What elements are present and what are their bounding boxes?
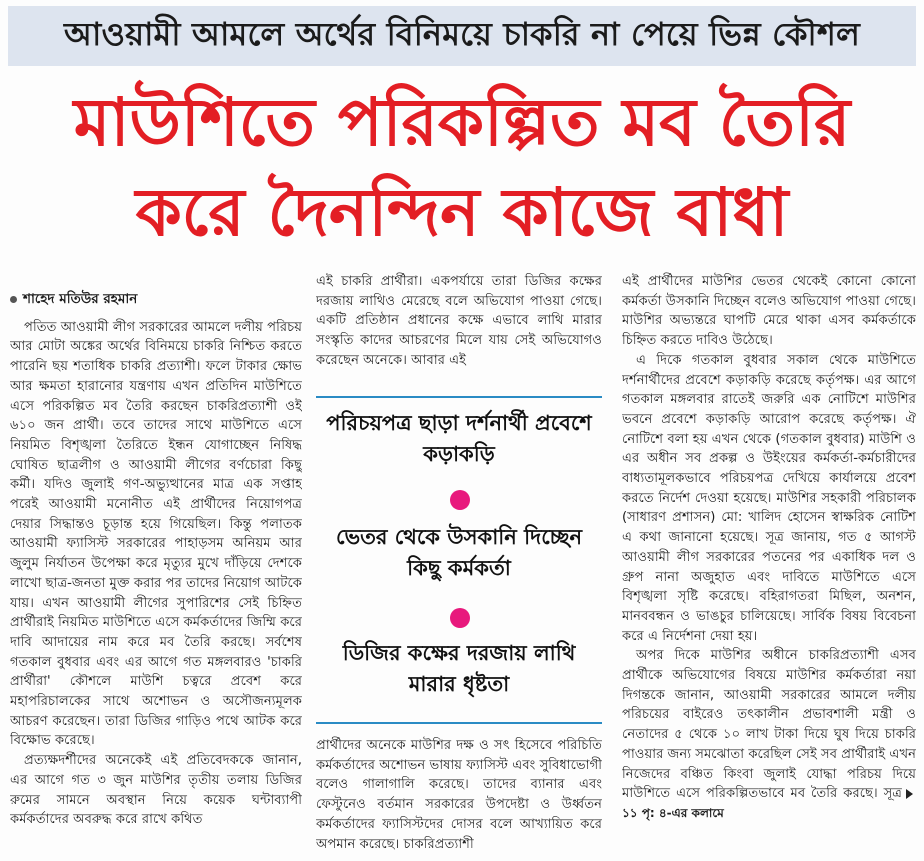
highlight-2: ভেতর থেকে উসকানি দিচ্ছেন কিছু কর্মকর্তা <box>335 525 583 580</box>
byline <box>10 290 302 310</box>
paragraph: পতিত আওয়ামী লীগ সরকারের আমলে দলীয় পরিচয় আর মোটা অঙ্কের অর্থের বিনিময়ে চাকরি নিশ্চিত করতে পারেনি ছয় শতাধিক চাকরি প্রত্যাশী। ফলে টাকার ক্ষোভ আর ক্ষমতা হারানোর যন্ত্রণায় এখন প্রতিদিন মাউশিতে এসে পরিকল্পিত মব তৈরি করছেন চাকরিপ্রত্যাশী ওই ৬১০ জন প্রার্থী। তবে তাদের সাথে মাউশিতে এসে নিয়মিত বিশৃঙ্খলা তৈরিতে ইন্ধন যোগাচ্ছেন নিষিদ্ধ ঘোষিত ছাত্রলীগ ও আওয়ামী লীগের বর্ণচোরা কিছু কর্মী। যদিও জুলাই গণ-অভ্যুত্থানের মাত্র এক সপ্তাহ পরেই আওয়ামী মনোনীত এই প্রার্থীদের নিয়োগপত্র দেয়ার সিদ্ধান্তও চূড়ান্ত হয়ে গিয়েছিল। কিন্তু পলাতক আওয়ামী ফ্যাসিস্ট সরকারের পাহাড়সম অনিয়ম আর জুলুম নির্যাতন উপেক্ষা করে মৃত্যুর মুখে দাঁড়িয়ে দেশকে লাখো ছাত্র-জনতা মুক্ত করার পর তাদের নিয়োগ আটকে যায়। এখন আওয়ামী লীগের সুপারিশের সেই চিহ্নিত প্রার্থীরাই নিয়মিত মাউশিতে এসে কর্মকর্তাদের জিম্মি করে দাবি আদায়ের নাম করে মব তৈরি করছে। সর্বশেষ গতকাল বুধবার এবং এর আগে গত মঙ্গলবারও 'চাকরি প্রার্থীরা' কৌশলে মাউশি চত্বরে প্রবেশ করে মহাপরিচালকের সাথে অশোভন ও অসৌজন্যমূলক আচরণ করেছেন। তারা ডিজির গাড়িও পথে আটক করে বিক্ষোভ করেছে। <box>10 319 302 749</box>
headline-line-2: করে দৈনন্দিন কাজে বাধা <box>135 174 789 251</box>
highlight-3: ডিজির কক্ষের দরজায় লাথি মারার ধৃষ্টতা <box>342 641 576 696</box>
paragraph-text: অপর দিকে মাউশির অধীনে চাকরিপ্রত্যাশী এসব প্রার্থীকে অভিযোগের বিষয়ে মাউশির কর্মকর্তারা নয়া দিগন্তকে জানান, আওয়ামী সরকারের আমলে দলীয় পরিচয়ের বাইরেও তৎকালীন প্রভাবশালী মন্ত্রী ও নেতাদের ৫ থেকে ১০ লাখ টাকা দিয়ে ঘুষ দিয়ে চাকরি পাওয়ার জন্য সমঝোতা করেছিল সেই সব প্রার্থীরাই এখন নিজেদের বঞ্চিত কিংবা জুলাই যোদ্ধা পরিচয় দিয়ে মাউশিতে এসে পরিকল্পিতভাবে মব তৈরি করছে। সূত্র <box>622 648 916 802</box>
headline <box>8 78 916 258</box>
divider-bottom <box>316 722 602 724</box>
jump-label: ১১ পৃ: ৪-এর কলামে <box>622 805 724 820</box>
bullet-icon <box>10 296 17 303</box>
article-column-3 <box>622 272 916 858</box>
paragraph <box>622 646 916 823</box>
article-column-1 <box>10 272 302 858</box>
article-column-2-top <box>316 272 602 390</box>
kicker-banner: আওয়ামী আমলে অর্থের বিনিময়ে চাকরি না পেয়ে ভিন্ন কৌশল <box>8 6 916 66</box>
divider-top <box>316 396 602 398</box>
paragraph: প্রত্যক্ষদর্শীদের অনেকেই এই প্রতিবেদককে জানান, এর আগে গত ৩ জুন মাউশির তৃতীয় তলায় ডিজির রুমের সামনে অবস্থান নিয়ে কয়েক ঘন্টাব্যাপী কর্মকর্তাদের অবরুদ্ধ করে রাখে কথিত <box>10 753 302 828</box>
paragraph: এই চাকরি প্রার্থীরা। একপর্যায়ে তারা ডিজির কক্ষের দরজায় লাথিও মেরেছে বলে অভিযোগ পাওয়া গেছে। একটি প্রতিষ্ঠান প্রধানের কক্ষে এভাবে লাথি মারার সংস্কৃতি কাদের আচরণের মিলে যায় সেই অভিযোগও করেছেন অনেকে। আবার এই <box>316 274 602 368</box>
highlight-1: পরিচয়পত্র ছাড়া দর্শনার্থী প্রবেশে কড়াকড়ি <box>326 411 592 466</box>
arrow-right-icon <box>906 789 913 799</box>
paragraph: এ দিকে গতকাল বুধবার সকাল থেকে মাউশিতে দর্শনার্থীদের প্রবেশে কড়াকড়ি করেছে কর্তৃপক্ষ। এর আগে গতকাল মঙ্গলবার রাতেই জরুরি এক নোটিশে মাউশির ভবনে প্রবেশে কড়াকড়ি আরোপ করেছে কর্তৃপক্ষ। ঐ নোটিশে বলা হয় এখন থেকে (গতকাল বুধবার) মাউশি ও এর অধীন সব প্রকল্প ও উইংয়ের কর্মকর্তা-কর্মচারীদের বাধ্যতামূলকভাবে পরিচয়পত্র দেখিয়ে কার্যালয়ে প্রবেশ করতে নির্দেশ দেওয়া হয়েছে। মাউশির সহকারী পরিচালক (সাধারণ প্রশাসন) মো: খালিদ হোসেন স্বাক্ষরিক নোটিশ এ কথা জানানো হয়েছে। সূত্র জানায়, গত ৫ আগস্ট আওয়ামী লীগ সরকারের পতনের পর একাধিক দল ও গ্রুপ নানা অজুহাত এবং দাবিতে মাউশিতে এসে বিশৃঙ্খলা সৃষ্টি করেছে। বহিরাগতরা মিছিল, অনশন, মানববন্ধন ও ভাঙচুর চালিয়েছে। সার্বিক বিষয় বিবেচনা করে এ নির্দেশনা দেয়া হয়। <box>622 352 916 644</box>
pink-bullet-icon <box>450 490 470 510</box>
paragraph: প্রার্থীদের অনেকে মাউশির দক্ষ ও সৎ হিসেবে পরিচিতি কর্মকর্তাদের অশোভন ভাষায় ফ্যাসিস্ট এবং সুবিধাভোগী বলেও গালাগালি করেছে। তাদের ব্যানার এবং ফেস্টুনেও বর্তমান সরকারের উপদেষ্টা ও উর্ধ্বতন কর্মকর্তাদের ফ্যাসিস্টদের দোসর বলে আখ্যায়িত করে অপমান করেছে। চাকরিপ্রত্যাশী <box>316 738 602 852</box>
byline-author: শাহেদ মতিউর রহমান <box>23 291 138 307</box>
paragraph: এই প্রার্থীদের মাউশির ভেতর থেকেই কোনো কোনো কর্মকর্তা উসকানি দিচ্ছেন বলেও অভিযোগ পাওয়া গেছে। মাউশির অভ্যন্তরে ঘাপটি মেরে থাকা এসব কর্মকর্তাকে চিহ্নিত করতে দাবিও উঠেছে। <box>622 274 916 349</box>
pink-bullet-icon <box>450 608 470 628</box>
article-column-2-bottom <box>316 736 602 860</box>
headline-line-1: মাউশিতে পরিকল্পিত মব তৈরি <box>73 84 851 161</box>
highlights-box <box>316 400 602 718</box>
